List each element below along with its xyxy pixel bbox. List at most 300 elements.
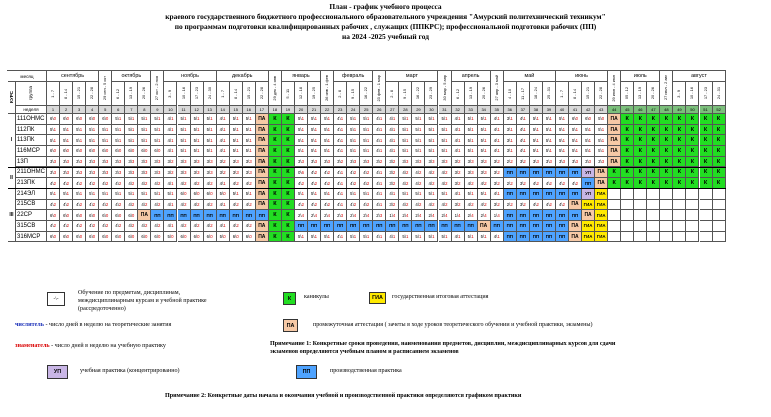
week-cell (347, 168, 360, 179)
empty-cell (647, 200, 660, 211)
fraction-slash: \ (522, 137, 524, 143)
practice-days: 0 (53, 234, 57, 240)
empty-cell (700, 189, 713, 200)
theory-days: 5 (180, 148, 183, 154)
week-cell (347, 135, 360, 146)
practice-days: 1 (575, 127, 579, 133)
practice-days: 1 (445, 127, 448, 133)
fraction-slash: \ (182, 234, 185, 240)
holiday-cell: К (282, 157, 295, 168)
week-cell (478, 210, 491, 221)
week-number: 34 (478, 106, 491, 114)
week-cell (178, 114, 191, 125)
fraction-slash: \ (169, 127, 172, 133)
week-cell (321, 114, 334, 125)
practice-days: 1 (118, 191, 122, 197)
fraction-slash: \ (156, 148, 159, 154)
week-cell (164, 114, 177, 125)
holiday-cell: К (621, 135, 634, 146)
fraction-slash: \ (391, 148, 393, 154)
practice-days: 2 (536, 201, 539, 207)
theory-days: 4 (415, 201, 418, 207)
week-cell (125, 200, 138, 211)
theory-days: 4 (454, 234, 457, 240)
week-cell (360, 210, 373, 221)
practice-days: 2 (171, 159, 174, 165)
theory-days: 6 (102, 212, 105, 218)
theory-days: 3 (402, 159, 405, 165)
practice-days: 1 (131, 191, 135, 197)
date-range (569, 82, 582, 106)
week-cell (465, 168, 478, 179)
theory-days: 4 (141, 201, 144, 207)
theory-days: 4 (519, 127, 523, 133)
week-cell (86, 168, 99, 179)
theory-days: 4 (493, 191, 497, 197)
empty-cell (686, 189, 699, 200)
practice-days: 1 (458, 137, 461, 143)
practice-days: 1 (66, 137, 70, 143)
theory-days: 3 (206, 159, 210, 165)
practice-days: 1 (353, 116, 357, 122)
theory-days: 5 (532, 127, 536, 133)
production-practice-cell: ПП (530, 221, 543, 232)
practice-days: 2 (510, 201, 513, 207)
week-cell (334, 168, 347, 179)
date-range-label: 3 - 9 (676, 89, 682, 98)
production-practice-cell: ПП (504, 221, 517, 232)
holiday-cell: К (269, 157, 282, 168)
theory-days: 5 (102, 137, 105, 143)
holiday-cell: К (269, 232, 282, 243)
week-cell (347, 200, 360, 211)
practice-days: 3 (158, 169, 161, 175)
week-cell (465, 200, 478, 211)
production-practice-cell: ПП (504, 189, 517, 200)
theory-days: 5 (428, 234, 431, 240)
legend-holiday-text: каникулы (304, 294, 329, 300)
fraction-slash: \ (574, 159, 576, 165)
practice-days: 2 (432, 180, 435, 186)
practice-days: 1 (405, 127, 409, 133)
theory-days: 4 (141, 180, 144, 186)
week-cell (191, 135, 204, 146)
fraction-slash: \ (104, 191, 106, 197)
week-cell (217, 189, 230, 200)
theory-days: 4 (402, 180, 405, 186)
practice-days: 2 (223, 159, 226, 165)
practice-days: 1 (471, 127, 474, 133)
theory-days: 4 (480, 201, 484, 207)
week-cell (373, 146, 386, 157)
week-cell (412, 168, 425, 179)
week-cell (112, 232, 125, 243)
week-cell (334, 210, 347, 221)
fraction-slash: \ (496, 137, 498, 143)
theory-days: 4 (415, 180, 418, 186)
group-name: 22СР (16, 210, 47, 221)
week-cell (425, 189, 438, 200)
practice-days: 0 (92, 116, 96, 122)
legend-up-box: УП (47, 365, 68, 379)
fraction-slash: \ (509, 137, 511, 143)
week-cell (112, 210, 125, 221)
holiday-cell: К (713, 135, 726, 146)
fraction-slash: \ (209, 127, 211, 133)
practice-days: 2 (523, 180, 526, 186)
theory-days: 4 (76, 180, 79, 186)
fraction-slash: \ (169, 137, 172, 143)
fraction-slash: \ (535, 159, 537, 165)
fraction-slash: \ (483, 169, 485, 175)
fraction-slash: \ (470, 234, 472, 240)
week-cell (452, 232, 465, 243)
practice-days: 2 (236, 180, 239, 186)
holiday-cell: К (282, 135, 295, 146)
training-practice-cell: УП (582, 189, 595, 200)
fraction-slash: \ (91, 201, 93, 207)
fraction-slash: \ (130, 127, 132, 133)
practice-days: 1 (458, 234, 461, 240)
final-attestation-cell: ГИА (582, 221, 595, 232)
week-cell (582, 125, 595, 136)
final-attestation-cell: ГИА (582, 232, 595, 243)
fraction-slash: \ (378, 234, 380, 240)
week-cell (99, 221, 112, 232)
practice-days: 2 (497, 180, 500, 186)
holiday-cell: К (634, 168, 647, 179)
week-cell (439, 125, 452, 136)
fraction-slash: \ (496, 201, 498, 207)
theory-days: 5 (311, 148, 314, 154)
fraction-slash: \ (104, 234, 106, 240)
practice-days: 1 (340, 116, 344, 122)
holiday-cell: К (608, 168, 621, 179)
holiday-cell: К (282, 125, 295, 136)
holiday-cell: К (621, 114, 634, 125)
practice-days: 2 (523, 159, 526, 165)
holiday-cell: К (713, 125, 726, 136)
theory-days: 5 (585, 148, 588, 154)
date-range-label: 18 - 24 (532, 87, 538, 100)
month-transition-week (491, 71, 504, 106)
fraction-slash: \ (339, 191, 341, 197)
practice-days: 3 (66, 159, 70, 165)
attestation-cell: ПА (256, 114, 269, 125)
practice-days: 2 (405, 180, 409, 186)
practice-days: 2 (419, 169, 422, 175)
final-attestation-cell: ГИА (595, 210, 608, 221)
practice-days: 3 (366, 159, 370, 165)
week-cell (204, 135, 217, 146)
week-cell (569, 114, 582, 125)
practice-days: 2 (366, 180, 370, 186)
theory-days: 4 (76, 223, 79, 229)
week-cell (243, 146, 256, 157)
group-name: 13П (16, 157, 47, 168)
fraction-slash: \ (104, 212, 106, 218)
theory-days: 5 (297, 148, 301, 154)
fraction-slash: \ (248, 148, 250, 154)
week-cell (47, 114, 60, 125)
week-cell (569, 146, 582, 157)
theory-days: 5 (415, 234, 418, 240)
holiday-cell: К (700, 114, 713, 125)
practice-days: 2 (314, 201, 318, 207)
fraction-slash: \ (209, 137, 211, 143)
theory-days: 4 (376, 116, 379, 122)
theory-days: 4 (519, 137, 523, 143)
date-range (360, 82, 373, 106)
week-number: 17 (256, 106, 269, 114)
practice-days: 1 (562, 137, 565, 143)
theory-days: 5 (480, 127, 484, 133)
production-practice-cell: ПП (504, 168, 517, 179)
empty-cell (634, 221, 647, 232)
week-cell (204, 200, 217, 211)
fraction-slash: \ (130, 137, 132, 143)
theory-days: 3 (558, 159, 562, 165)
group-name: 112ПК (16, 125, 47, 136)
week-cell (191, 146, 204, 157)
practice-days: 0 (53, 116, 57, 122)
production-practice-cell: ПП (334, 221, 347, 232)
title-line-2: краевого государственного бюджетного профессионального образовательного учреждения "Амурский политехнический техникум" (165, 12, 606, 21)
date-range (412, 82, 425, 106)
week-cell (47, 125, 60, 136)
week-number: 41 (569, 106, 582, 114)
fraction-slash: \ (104, 223, 106, 229)
theory-days: 5 (415, 148, 418, 154)
holiday-cell: К (673, 114, 686, 125)
date-range-label: 05 - 12 (624, 87, 630, 100)
fraction-slash: \ (522, 201, 524, 207)
theory-days: 4 (441, 201, 444, 207)
practice-days: 3 (131, 169, 135, 175)
holiday-cell: К (621, 178, 634, 189)
fraction-slash: \ (182, 148, 185, 154)
practice-days: 1 (419, 148, 422, 154)
holiday-cell: К (647, 168, 660, 179)
fraction-slash: \ (430, 201, 433, 207)
week-cell (295, 210, 308, 221)
theory-days: 6 (50, 234, 53, 240)
theory-days: 5 (154, 116, 157, 122)
practice-days: 2 (210, 201, 213, 207)
week-cell (360, 146, 373, 157)
empty-cell (621, 221, 634, 232)
practice-days: 2 (353, 180, 357, 186)
empty-cell (621, 210, 634, 221)
practice-days: 2 (562, 180, 565, 186)
theory-days: 4 (206, 201, 210, 207)
practice-days: 2 (79, 223, 83, 229)
fraction-slash: \ (443, 148, 446, 154)
fraction-slash: \ (443, 180, 446, 186)
date-range-label: 16 - 22 (415, 87, 421, 100)
holiday-cell: К (269, 135, 282, 146)
holiday-cell: К (700, 146, 713, 157)
final-attestation-cell: ГИА (595, 221, 608, 232)
week-cell (47, 232, 60, 243)
production-practice-cell: ПП (386, 221, 399, 232)
fraction-slash: \ (130, 116, 132, 122)
date-range-label: 1 - 7 (558, 89, 564, 98)
fraction-slash: \ (496, 127, 498, 133)
fraction-slash: \ (339, 159, 341, 165)
date-range-label: 8 - 14 (63, 88, 69, 99)
week-cell (243, 232, 256, 243)
fraction-slash: \ (548, 159, 550, 165)
week-cell (399, 200, 412, 211)
practice-days: 2 (497, 159, 500, 165)
theory-days: 2 (415, 212, 418, 218)
theory-days: 6 (63, 116, 66, 122)
fraction-slash: \ (417, 191, 420, 197)
practice-days: 2 (353, 201, 357, 207)
fraction-slash: \ (78, 127, 80, 133)
fraction-slash: \ (443, 159, 446, 165)
date-range-label: 23 - 29 (428, 87, 434, 100)
fraction-slash: \ (248, 180, 250, 186)
fraction-slash: \ (470, 180, 472, 186)
fraction-slash: \ (456, 159, 459, 165)
week-cell (439, 146, 452, 157)
practice-days: 1 (184, 116, 187, 122)
practice-days: 1 (497, 148, 500, 154)
holiday-cell: К (713, 114, 726, 125)
theory-days: 6 (115, 212, 118, 218)
fraction-slash: \ (235, 127, 237, 133)
week-cell (60, 146, 73, 157)
practice-days: 1 (405, 116, 409, 122)
practice-days: 1 (340, 137, 344, 143)
practice-days: 1 (484, 137, 487, 143)
theory-days: 5 (467, 191, 471, 197)
practice-days: 0 (249, 234, 252, 240)
week-cell (412, 135, 425, 146)
theory-days: 5 (206, 127, 210, 133)
week-cell (99, 168, 112, 179)
practice-days: 2 (158, 223, 161, 229)
practice-days: 1 (484, 234, 487, 240)
date-range (138, 82, 151, 106)
week-cell (99, 135, 112, 146)
practice-days: 1 (536, 137, 539, 143)
week-cell (138, 221, 151, 232)
practice-days: 2 (144, 180, 148, 186)
fraction-slash: \ (195, 116, 198, 122)
theory-days: 3 (480, 159, 484, 165)
week-number: 46 (634, 106, 647, 114)
practice-days: 1 (197, 148, 200, 154)
practice-days: 1 (301, 148, 304, 154)
legend-numerator (15, 322, 171, 329)
practice-days: 1 (353, 148, 357, 154)
practice-days: 1 (223, 148, 226, 154)
attestation-cell: ПА (569, 200, 582, 211)
denominator-text: - число дней в неделю на учебную практику (49, 343, 166, 349)
practice-days: 1 (210, 148, 213, 154)
theory-days: 5 (441, 127, 444, 133)
week-cell (504, 114, 517, 125)
theory-days: 4 (454, 137, 457, 143)
practice-days: 1 (66, 127, 70, 133)
practice-days: 1 (223, 180, 226, 186)
practice-days: 0 (118, 234, 122, 240)
holiday-cell: К (282, 168, 295, 179)
practice-days: 1 (171, 116, 174, 122)
fraction-slash: \ (456, 180, 459, 186)
week-cell (243, 135, 256, 146)
theory-days: 5 (441, 148, 444, 154)
theory-days: 2 (467, 212, 471, 218)
practice-days: 4 (392, 212, 396, 218)
practice-days: 2 (118, 180, 122, 186)
theory-days: 5 (63, 137, 66, 143)
legend-pp-box: ПП (296, 365, 317, 379)
week-cell (452, 200, 465, 211)
production-practice-cell: ПП (582, 178, 595, 189)
practice-days: 4 (327, 212, 331, 218)
theory-days: 5 (558, 127, 562, 133)
practice-days: 1 (236, 191, 239, 197)
theory-days: 5 (193, 148, 196, 154)
week-cell (517, 200, 530, 211)
fraction-slash: \ (117, 223, 119, 229)
legend-denominator (15, 343, 166, 350)
theory-days: 4 (350, 169, 353, 175)
production-practice-cell: ПП (530, 189, 543, 200)
practice-days: 1 (379, 169, 383, 175)
header-group-label (16, 82, 47, 106)
week-cell (73, 114, 86, 125)
theory-days: 4 (337, 148, 340, 154)
transition-week-label: 27 апр - 3 май (493, 75, 499, 101)
week-number: 49 (673, 106, 686, 114)
empty-cell (700, 221, 713, 232)
fraction-slash: \ (430, 148, 433, 154)
fraction-slash: \ (143, 148, 145, 154)
theory-days: 6 (102, 234, 105, 240)
fraction-slash: \ (143, 116, 145, 122)
week-number: 7 (125, 106, 138, 114)
month-transition-week (151, 71, 164, 106)
week-cell (595, 135, 608, 146)
fraction-slash: \ (117, 212, 119, 218)
week-cell (112, 200, 125, 211)
fraction-slash: \ (339, 116, 341, 122)
fraction-slash: \ (235, 159, 237, 165)
week-cell (230, 114, 243, 125)
attestation-cell: ПА (608, 125, 621, 136)
holiday-cell: К (686, 146, 699, 157)
fraction-slash: \ (339, 169, 341, 175)
date-range (465, 82, 478, 106)
practice-days: 1 (497, 127, 500, 133)
theory-days: 4 (180, 201, 183, 207)
theory-days: 4 (311, 180, 314, 186)
practice-days: 1 (419, 137, 422, 143)
theory-days: 4 (232, 223, 236, 229)
theory-days: 6 (245, 234, 249, 240)
fraction-slash: \ (352, 159, 354, 165)
theory-days: 4 (206, 180, 210, 186)
practice-days: 1 (327, 234, 331, 240)
practice-days: 1 (497, 116, 500, 122)
week-cell (452, 114, 465, 125)
fraction-slash: \ (535, 180, 537, 186)
